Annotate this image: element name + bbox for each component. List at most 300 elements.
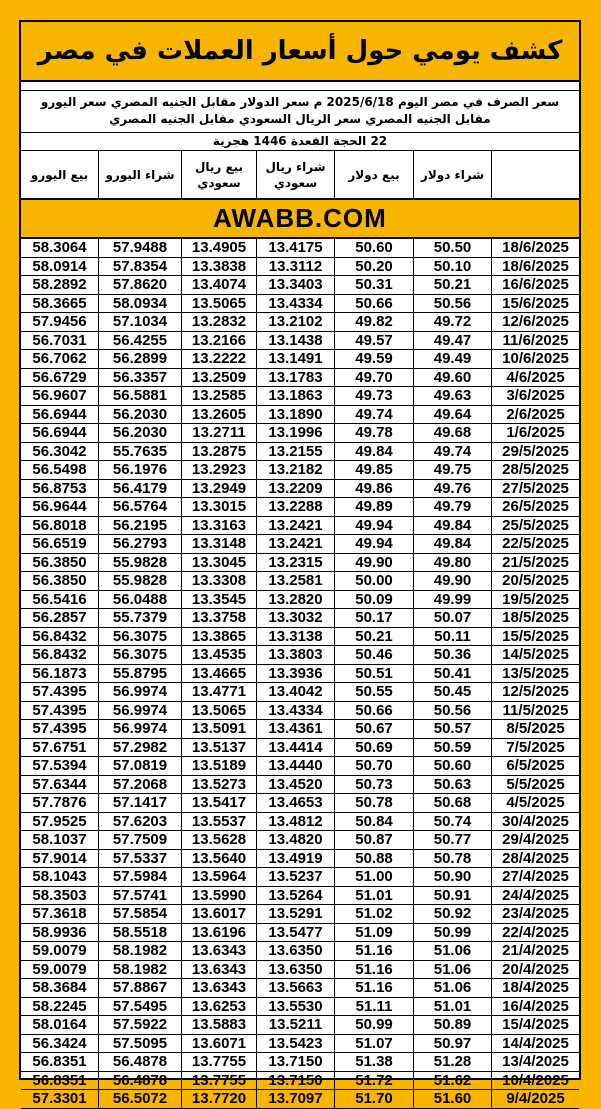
cell-usd-sell: 49.82 — [334, 313, 413, 331]
cell-usd-buy: 49.84 — [413, 517, 491, 535]
cell-usd-buy: 50.57 — [413, 720, 491, 738]
header-date — [491, 151, 579, 198]
cell-sar-buy: 13.5423 — [256, 1035, 334, 1053]
cell-sar-sell: 13.6343 — [181, 961, 256, 979]
cell-usd-buy: 50.78 — [413, 850, 491, 868]
cell-date: 19/5/2025 — [491, 591, 579, 609]
cell-date: 1/6/2025 — [491, 424, 579, 442]
cell-usd-buy: 50.11 — [413, 628, 491, 646]
cell-date: 15/6/2025 — [491, 295, 579, 313]
cell-sar-buy: 13.5237 — [256, 868, 334, 886]
cell-usd-sell: 50.09 — [334, 591, 413, 609]
cell-date: 3/6/2025 — [491, 387, 579, 405]
cell-sar-buy: 13.3403 — [256, 276, 334, 294]
cell-usd-sell: 49.57 — [334, 332, 413, 350]
cell-eur-buy: 58.1982 — [98, 942, 181, 960]
cell-sar-buy: 13.2315 — [256, 554, 334, 572]
cell-sar-buy: 13.4820 — [256, 831, 334, 849]
cell-date: 20/5/2025 — [491, 572, 579, 590]
cell-sar-buy: 13.2581 — [256, 572, 334, 590]
cell-usd-sell: 51.16 — [334, 961, 413, 979]
cell-sar-sell: 13.7755 — [181, 1053, 256, 1071]
cell-eur-buy: 56.2899 — [98, 350, 181, 368]
cell-sar-buy: 13.4440 — [256, 757, 334, 775]
cell-eur-buy: 57.1417 — [98, 794, 181, 812]
table-row — [21, 887, 579, 906]
cell-usd-buy: 49.99 — [413, 591, 491, 609]
cell-sar-buy: 13.6350 — [256, 942, 334, 960]
cell-sar-buy: 13.4334 — [256, 295, 334, 313]
cell-date: 18/4/2025 — [491, 979, 579, 997]
cell-sar-sell: 13.4771 — [181, 683, 256, 701]
cell-eur-buy: 57.8354 — [98, 258, 181, 276]
cell-usd-sell: 49.85 — [334, 461, 413, 479]
cell-usd-buy: 49.75 — [413, 461, 491, 479]
cell-sar-sell: 13.6071 — [181, 1035, 256, 1053]
cell-usd-buy: 49.90 — [413, 572, 491, 590]
cell-eur-sell: 57.4395 — [32, 720, 87, 738]
cell-usd-buy: 49.84 — [413, 535, 491, 553]
cell-sar-buy: 13.3032 — [256, 609, 334, 627]
cell-sar-buy: 13.7150 — [256, 1053, 334, 1071]
cell-sar-sell: 13.5990 — [181, 887, 256, 905]
cell-usd-buy: 51.01 — [413, 998, 491, 1016]
cell-date: 26/5/2025 — [491, 498, 579, 516]
cell-eur-buy: 56.1976 — [98, 461, 181, 479]
cell-sar-sell: 13.4665 — [181, 665, 256, 683]
cell-sar-buy: 13.6350 — [256, 961, 334, 979]
table-row — [21, 406, 579, 425]
table-row — [21, 850, 579, 869]
cell-usd-buy: 49.80 — [413, 554, 491, 572]
cell-sar-sell: 13.3015 — [181, 498, 256, 516]
cell-date: 21/5/2025 — [491, 554, 579, 572]
cell-date: 27/5/2025 — [491, 480, 579, 498]
cell-eur-sell: 58.3064 — [32, 239, 87, 257]
cell-sar-sell: 13.5137 — [181, 739, 256, 757]
cell-usd-buy: 50.89 — [413, 1016, 491, 1034]
cell-sar-buy: 13.5663 — [256, 979, 334, 997]
table-row — [21, 646, 579, 665]
cell-usd-sell: 50.69 — [334, 739, 413, 757]
cell-date: 10/6/2025 — [491, 350, 579, 368]
cell-eur-buy: 56.2195 — [98, 517, 181, 535]
cell-usd-sell: 51.02 — [334, 905, 413, 923]
header-sar-buy: شراء ريال سعودي — [256, 151, 334, 198]
table-row — [21, 498, 579, 517]
cell-eur-sell: 58.2892 — [32, 276, 87, 294]
cell-usd-buy: 49.64 — [413, 406, 491, 424]
cell-sar-buy: 13.3112 — [256, 258, 334, 276]
spacer-row — [21, 82, 579, 91]
cell-usd-buy: 50.77 — [413, 831, 491, 849]
cell-sar-buy: 13.1890 — [256, 406, 334, 424]
cell-usd-sell: 51.16 — [334, 942, 413, 960]
cell-sar-sell: 13.6196 — [181, 924, 256, 942]
cell-usd-sell: 51.38 — [334, 1053, 413, 1071]
cell-sar-buy: 13.5477 — [256, 924, 334, 942]
cell-sar-buy: 13.4919 — [256, 850, 334, 868]
cell-eur-sell: 57.9014 — [32, 849, 87, 867]
cell-sar-sell: 13.5273 — [181, 776, 256, 794]
cell-eur-buy: 56.4878 — [98, 1053, 181, 1071]
cell-sar-sell: 13.7755 — [181, 1072, 256, 1090]
cell-sar-sell: 13.2832 — [181, 313, 256, 331]
cell-eur-buy: 57.5495 — [98, 998, 181, 1016]
cell-usd-sell: 50.17 — [334, 609, 413, 627]
header-eur-sell: بيع اليورو — [30, 167, 89, 182]
cell-sar-buy: 13.3803 — [256, 646, 334, 664]
cell-eur-buy: 57.5741 — [98, 887, 181, 905]
cell-date: 22/4/2025 — [491, 924, 579, 942]
cell-date: 11/6/2025 — [491, 332, 579, 350]
cell-sar-sell: 13.4074 — [181, 276, 256, 294]
cell-sar-buy: 13.2421 — [256, 517, 334, 535]
cell-usd-sell: 51.07 — [334, 1035, 413, 1053]
cell-sar-sell: 13.3308 — [181, 572, 256, 590]
cell-eur-buy: 58.5518 — [98, 924, 181, 942]
cell-usd-sell: 50.51 — [334, 665, 413, 683]
table-row — [21, 535, 579, 554]
cell-sar-sell: 13.5065 — [181, 295, 256, 313]
table-row — [21, 702, 579, 721]
table-row — [21, 961, 579, 980]
cell-sar-sell: 13.5964 — [181, 868, 256, 886]
cell-date: 16/4/2025 — [491, 998, 579, 1016]
cell-date: 4/5/2025 — [491, 794, 579, 812]
cell-usd-sell: 49.90 — [334, 554, 413, 572]
cell-date: 14/5/2025 — [491, 646, 579, 664]
cell-date: 29/5/2025 — [491, 443, 579, 461]
cell-usd-buy: 50.63 — [413, 776, 491, 794]
cell-usd-sell: 49.74 — [334, 406, 413, 424]
cell-usd-buy: 49.76 — [413, 480, 491, 498]
cell-eur-sell: 56.9607 — [32, 387, 87, 405]
cell-eur-sell: 57.3618 — [32, 905, 87, 923]
table-row — [21, 868, 579, 887]
cell-eur-sell: 56.6944 — [32, 424, 87, 442]
cell-eur-sell: 58.2245 — [32, 997, 87, 1015]
cell-usd-sell: 51.09 — [334, 924, 413, 942]
cell-usd-buy: 51.06 — [413, 979, 491, 997]
cell-eur-buy: 56.9974 — [98, 720, 181, 738]
cell-eur-sell: 56.9644 — [32, 498, 87, 516]
cell-sar-sell: 13.2222 — [181, 350, 256, 368]
cell-eur-buy: 57.0819 — [98, 757, 181, 775]
cell-eur-buy: 56.3357 — [98, 369, 181, 387]
cell-eur-buy: 58.0934 — [98, 295, 181, 313]
cell-sar-buy: 13.4653 — [256, 794, 334, 812]
cell-date: 20/4/2025 — [491, 961, 579, 979]
cell-eur-sell: 57.3301 — [32, 1090, 87, 1108]
cell-eur-buy: 57.8620 — [98, 276, 181, 294]
cell-date: 29/4/2025 — [491, 831, 579, 849]
cell-usd-sell: 51.70 — [334, 1090, 413, 1108]
header-sar-sell: بيع ريال سعودي — [181, 151, 256, 198]
table-row — [21, 276, 579, 295]
cell-sar-buy: 13.1863 — [256, 387, 334, 405]
cell-sar-sell: 13.2949 — [181, 480, 256, 498]
table-row — [21, 831, 579, 850]
cell-usd-sell: 50.46 — [334, 646, 413, 664]
cell-usd-sell: 50.87 — [334, 831, 413, 849]
cell-eur-sell: 56.8018 — [32, 516, 87, 534]
cell-usd-buy: 50.68 — [413, 794, 491, 812]
cell-sar-sell: 13.2711 — [181, 424, 256, 442]
cell-eur-buy: 55.7635 — [98, 443, 181, 461]
table-row — [21, 739, 579, 758]
cell-date: 15/4/2025 — [491, 1016, 579, 1034]
cell-eur-sell: 56.8351 — [32, 1071, 87, 1089]
cell-sar-buy: 13.5264 — [256, 887, 334, 905]
table-row — [21, 387, 579, 406]
cell-sar-sell: 13.2166 — [181, 332, 256, 350]
cell-usd-buy: 50.74 — [413, 813, 491, 831]
cell-usd-buy: 49.68 — [413, 424, 491, 442]
cell-sar-buy: 13.2102 — [256, 313, 334, 331]
cell-eur-sell: 56.5416 — [32, 590, 87, 608]
cell-eur-buy: 57.9488 — [98, 239, 181, 257]
cell-eur-buy: 56.4179 — [98, 480, 181, 498]
cell-sar-buy: 13.7150 — [256, 1072, 334, 1090]
cell-eur-sell: 59.0079 — [32, 942, 87, 960]
cell-usd-sell: 51.00 — [334, 868, 413, 886]
cell-date: 22/5/2025 — [491, 535, 579, 553]
cell-usd-buy: 49.60 — [413, 369, 491, 387]
cell-sar-buy: 13.3936 — [256, 665, 334, 683]
cell-usd-buy: 50.41 — [413, 665, 491, 683]
cell-eur-sell: 58.3665 — [32, 294, 87, 312]
cell-sar-buy: 13.1491 — [256, 350, 334, 368]
cell-eur-buy: 55.8795 — [98, 665, 181, 683]
cell-eur-buy: 57.5337 — [98, 850, 181, 868]
table-row — [21, 776, 579, 795]
cell-usd-sell: 51.72 — [334, 1072, 413, 1090]
cell-eur-sell: 56.3850 — [32, 572, 87, 590]
cell-sar-sell: 13.3838 — [181, 258, 256, 276]
cell-eur-buy: 56.2030 — [98, 406, 181, 424]
cell-eur-sell: 56.2857 — [32, 609, 87, 627]
cell-eur-sell: 58.0914 — [32, 257, 87, 275]
cell-sar-sell: 13.6253 — [181, 998, 256, 1016]
cell-date: 27/4/2025 — [491, 868, 579, 886]
cell-usd-buy: 50.50 — [413, 239, 491, 257]
cell-sar-sell: 13.5537 — [181, 813, 256, 831]
cell-eur-sell: 57.4395 — [32, 701, 87, 719]
table-row — [21, 998, 579, 1017]
cell-sar-sell: 13.3045 — [181, 554, 256, 572]
cell-eur-buy: 55.9828 — [98, 554, 181, 572]
cell-eur-sell: 56.8432 — [32, 646, 87, 664]
table-row — [21, 517, 579, 536]
cell-usd-buy: 50.21 — [413, 276, 491, 294]
cell-sar-sell: 13.2585 — [181, 387, 256, 405]
cell-sar-buy: 13.3138 — [256, 628, 334, 646]
cell-eur-buy: 56.2793 — [98, 535, 181, 553]
cell-usd-buy: 51.06 — [413, 961, 491, 979]
table-row — [21, 313, 579, 332]
cell-usd-buy: 49.63 — [413, 387, 491, 405]
hijri-date: 22 الحجة القعدة 1446 هجرية — [21, 133, 579, 151]
cell-eur-sell: 58.9936 — [32, 923, 87, 941]
cell-sar-buy: 13.4175 — [256, 239, 334, 257]
cell-eur-sell: 56.5498 — [32, 461, 87, 479]
cell-usd-buy: 50.56 — [413, 295, 491, 313]
cell-eur-buy: 55.9828 — [98, 572, 181, 590]
cell-eur-sell: 56.6729 — [32, 368, 87, 386]
table-row — [21, 720, 579, 739]
cell-usd-sell: 50.78 — [334, 794, 413, 812]
cell-usd-sell: 50.73 — [334, 776, 413, 794]
cell-eur-buy: 57.5922 — [98, 1016, 181, 1034]
cell-eur-sell: 57.9525 — [32, 812, 87, 830]
table-row — [21, 554, 579, 573]
cell-eur-sell: 58.3684 — [32, 979, 87, 997]
cell-date: 25/5/2025 — [491, 517, 579, 535]
header-usd-buy: شراء دولار — [413, 151, 491, 198]
rates-table-body — [21, 239, 579, 1109]
cell-usd-buy: 51.06 — [413, 942, 491, 960]
cell-eur-buy: 56.5881 — [98, 387, 181, 405]
table-row — [21, 813, 579, 832]
cell-eur-buy: 58.1982 — [98, 961, 181, 979]
cell-eur-sell: 56.3850 — [32, 553, 87, 571]
cell-date: 23/4/2025 — [491, 905, 579, 923]
cell-sar-buy: 13.5530 — [256, 998, 334, 1016]
table-row — [21, 665, 579, 684]
cell-eur-buy: 56.5072 — [98, 1090, 181, 1108]
cell-sar-sell: 13.5091 — [181, 720, 256, 738]
cell-eur-sell: 56.7031 — [32, 331, 87, 349]
cell-sar-sell: 13.4535 — [181, 646, 256, 664]
cell-date: 4/6/2025 — [491, 369, 579, 387]
cell-eur-buy: 57.7509 — [98, 831, 181, 849]
cell-date: 21/4/2025 — [491, 942, 579, 960]
cell-eur-buy: 56.3075 — [98, 646, 181, 664]
cell-date: 10/4/2025 — [491, 1072, 579, 1090]
cell-date: 14/4/2025 — [491, 1035, 579, 1053]
cell-eur-sell: 58.3503 — [32, 886, 87, 904]
table-row — [21, 1035, 579, 1054]
cell-sar-buy: 13.2288 — [256, 498, 334, 516]
cell-date: 13/5/2025 — [491, 665, 579, 683]
cell-usd-sell: 50.00 — [334, 572, 413, 590]
cell-sar-buy: 13.4334 — [256, 702, 334, 720]
cell-sar-sell: 13.2509 — [181, 369, 256, 387]
cell-usd-buy: 49.74 — [413, 443, 491, 461]
cell-sar-sell: 13.5065 — [181, 702, 256, 720]
table-header — [21, 151, 579, 200]
table-row — [21, 443, 579, 462]
table-row — [21, 350, 579, 369]
cell-usd-buy: 49.79 — [413, 498, 491, 516]
cell-sar-buy: 13.4812 — [256, 813, 334, 831]
cell-usd-sell: 49.84 — [334, 443, 413, 461]
cell-usd-buy: 50.36 — [413, 646, 491, 664]
cell-usd-buy: 50.99 — [413, 924, 491, 942]
cell-sar-sell: 13.5417 — [181, 794, 256, 812]
cell-eur-buy: 56.2030 — [98, 424, 181, 442]
cell-eur-sell: 58.1037 — [32, 831, 87, 849]
cell-sar-sell: 13.2875 — [181, 443, 256, 461]
cell-sar-buy: 13.7097 — [256, 1090, 334, 1108]
header-eur-buy: شراء اليورو — [98, 151, 181, 198]
cell-eur-buy: 55.7379 — [98, 609, 181, 627]
table-row — [21, 683, 579, 702]
table-row — [21, 979, 579, 998]
cell-eur-buy: 56.9974 — [98, 683, 181, 701]
cell-sar-buy: 13.2421 — [256, 535, 334, 553]
cell-eur-sell: 56.1873 — [32, 664, 87, 682]
table-row — [21, 1016, 579, 1035]
cell-sar-sell: 13.7720 — [181, 1090, 256, 1108]
cell-eur-sell: 56.8753 — [32, 479, 87, 497]
header-usd-sell: بيع دولار — [334, 151, 413, 198]
cell-eur-buy: 56.3075 — [98, 628, 181, 646]
cell-eur-buy: 56.5764 — [98, 498, 181, 516]
cell-sar-sell: 13.6343 — [181, 979, 256, 997]
table-row — [21, 942, 579, 961]
cell-usd-sell: 51.16 — [334, 979, 413, 997]
cell-sar-sell: 13.6343 — [181, 942, 256, 960]
cell-eur-sell: 57.4395 — [32, 683, 87, 701]
cell-date: 28/4/2025 — [491, 850, 579, 868]
table-row — [21, 332, 579, 351]
cell-usd-sell: 49.94 — [334, 517, 413, 535]
cell-usd-buy: 51.62 — [413, 1072, 491, 1090]
table-row — [21, 794, 579, 813]
cell-eur-sell: 57.7876 — [32, 794, 87, 812]
cell-usd-sell: 49.70 — [334, 369, 413, 387]
cell-usd-sell: 50.84 — [334, 813, 413, 831]
cell-usd-buy: 50.59 — [413, 739, 491, 757]
cell-sar-buy: 13.2209 — [256, 480, 334, 498]
cell-sar-buy: 13.4414 — [256, 739, 334, 757]
cell-usd-buy: 50.56 — [413, 702, 491, 720]
cell-usd-buy: 49.49 — [413, 350, 491, 368]
cell-sar-buy: 13.4520 — [256, 776, 334, 794]
cell-eur-buy: 57.5095 — [98, 1035, 181, 1053]
cell-usd-sell: 50.66 — [334, 295, 413, 313]
intro-text: سعر الصرف في مصر اليوم 2025/6/18 م سعر الدولار مقابل الجنيه المصري سعر اليورو مقابل الجنيه المصري سعر الريال السعودي مقابل الجنيه المصري — [21, 91, 579, 133]
cell-eur-buy: 57.2068 — [98, 776, 181, 794]
table-row — [21, 1090, 579, 1109]
cell-date: 18/6/2025 — [491, 239, 579, 257]
table-row — [21, 258, 579, 277]
table-row — [21, 628, 579, 647]
cell-sar-buy: 13.1783 — [256, 369, 334, 387]
cell-sar-sell: 13.3758 — [181, 609, 256, 627]
cell-usd-buy: 50.91 — [413, 887, 491, 905]
cell-eur-buy: 56.4255 — [98, 332, 181, 350]
cell-usd-sell: 49.73 — [334, 387, 413, 405]
cell-sar-buy: 13.1996 — [256, 424, 334, 442]
cell-eur-sell: 56.7062 — [32, 350, 87, 368]
cell-eur-buy: 57.5854 — [98, 905, 181, 923]
cell-usd-buy: 50.60 — [413, 757, 491, 775]
cell-eur-sell: 59.0079 — [32, 960, 87, 978]
cell-date: 13/4/2025 — [491, 1053, 579, 1071]
cell-eur-buy: 56.9974 — [98, 702, 181, 720]
cell-usd-sell: 50.60 — [334, 239, 413, 257]
cell-usd-buy: 50.97 — [413, 1035, 491, 1053]
cell-usd-sell: 49.89 — [334, 498, 413, 516]
cell-sar-sell: 13.3148 — [181, 535, 256, 553]
cell-sar-sell: 13.5628 — [181, 831, 256, 849]
cell-usd-sell: 51.11 — [334, 998, 413, 1016]
table-row — [21, 757, 579, 776]
cell-usd-buy: 51.28 — [413, 1053, 491, 1071]
